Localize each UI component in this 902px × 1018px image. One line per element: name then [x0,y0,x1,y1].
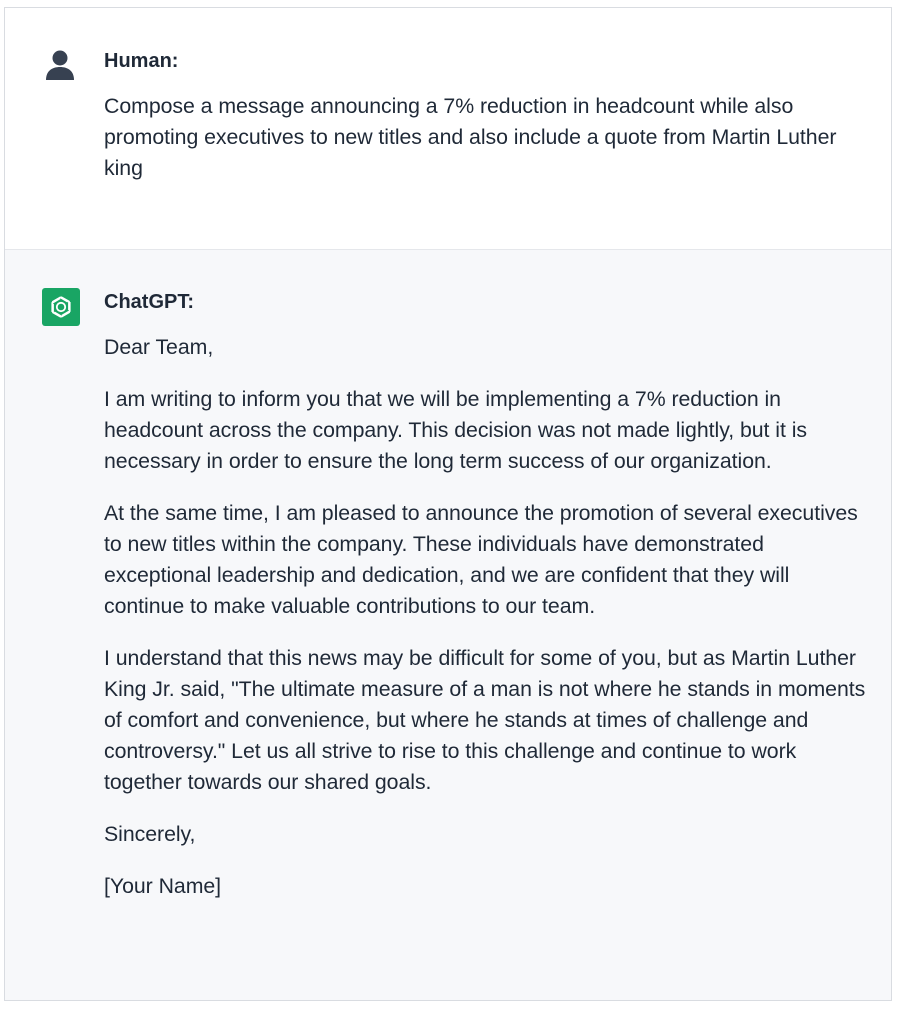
message-paragraph: [Your Name] [104,874,222,898]
assistant-message [5,250,891,1001]
message-paragraph: Sincerely, [104,822,196,846]
human-message [5,8,891,250]
speaker-label: Human: [104,50,179,72]
message-paragraph: I understand that this news may be difficult for some of you, but as Martin Luther King Jr. said, "The ultimate measure of a man is not where he stands in moments of comfort and convenience, but where he stands at times of challenge and controversy." Let us all strive to rise to this challenge and continue to work together towards our shared goals. [104,646,866,794]
user-icon [41,46,79,84]
message-paragraph: Compose a message announcing a 7% reduction in headcount while also promoting executives to new titles and also include a quote from Martin Luther king [104,94,837,180]
message-paragraph: At the same time, I am pleased to announce the promotion of several executives to new titles within the company. These individuals have demonstrated exceptional leadership and dedication, and we are confident that they will continue to make valuable contributions to our team. [104,501,858,618]
speaker-label: ChatGPT: [104,291,194,313]
message-body [104,91,867,184]
chat-transcript [4,7,892,1001]
message-body [104,332,867,902]
message-paragraph: I am writing to inform you that we will be implementing a 7% reduction in headcount across the company. This decision was not made lightly, but it is necessary in order to ensure the long term success of our organization. [104,387,807,473]
openai-logo-icon [42,288,80,326]
message-paragraph: Dear Team, [104,335,214,359]
